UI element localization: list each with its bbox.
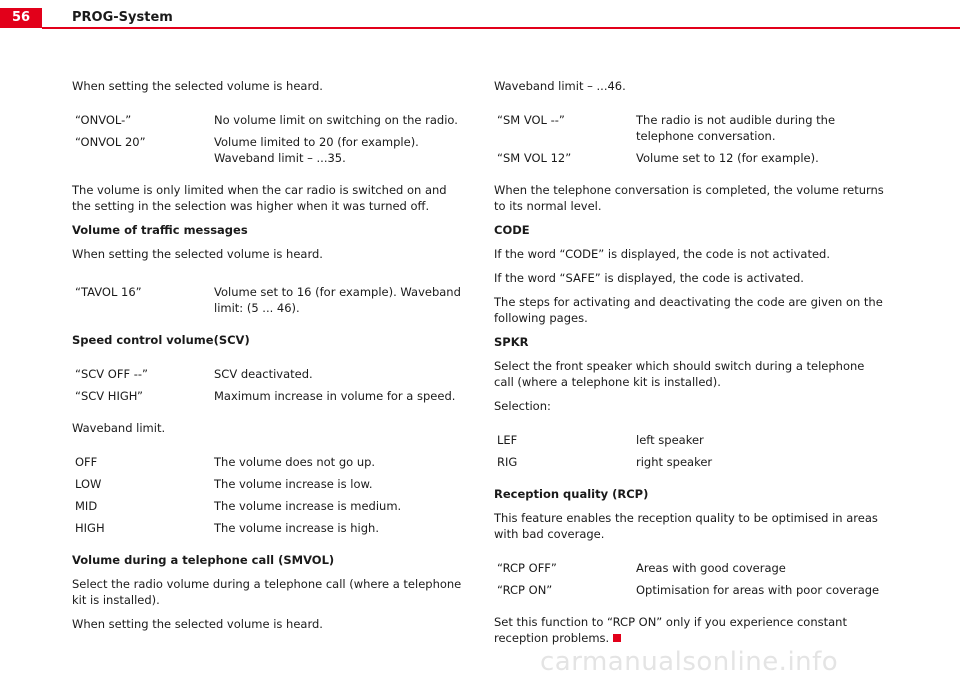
table-key: “SM VOL 12” bbox=[497, 151, 572, 165]
paragraph: When setting the selected volume is heard. bbox=[72, 617, 323, 631]
paragraph: The volume is only limited when the car radio is switched on and the setting in the selection was higher when it was turned off. bbox=[72, 183, 447, 213]
table-key: RIG bbox=[497, 455, 518, 469]
table-value: The volume increase is medium. bbox=[214, 499, 402, 513]
table-row bbox=[494, 582, 886, 604]
table-value: Maximum increase in volume for a speed. bbox=[214, 389, 456, 403]
table-row bbox=[72, 284, 464, 322]
paragraph: If the word “SAFE” is displayed, the code is activated. bbox=[494, 271, 804, 285]
table-value: The volume increase is high. bbox=[214, 521, 379, 535]
end-of-section-icon bbox=[613, 634, 621, 642]
table-row bbox=[494, 112, 886, 150]
table-row bbox=[72, 454, 464, 476]
page-header bbox=[0, 0, 960, 30]
table-key: OFF bbox=[75, 455, 98, 469]
table-row bbox=[72, 520, 464, 542]
scv-table bbox=[72, 366, 464, 410]
table-value: Volume limited to 20 (for example). Waveband limit – ...35. bbox=[214, 135, 419, 165]
onvol-table bbox=[72, 112, 464, 172]
paragraph: Waveband limit. bbox=[72, 421, 166, 435]
section-heading: Volume during a telephone call (SMVOL) bbox=[72, 553, 335, 567]
table-value: SCV deactivated. bbox=[214, 367, 313, 381]
section-heading: Volume of traffic messages bbox=[72, 223, 248, 237]
table-row bbox=[494, 432, 886, 454]
watermark: carmanualsonline.info bbox=[540, 647, 839, 677]
tavol-table bbox=[72, 284, 464, 322]
table-value: The volume does not go up. bbox=[214, 455, 376, 469]
table-row bbox=[72, 388, 464, 410]
table-value: The volume increase is low. bbox=[214, 477, 373, 491]
table-row bbox=[72, 476, 464, 498]
speaker-table bbox=[494, 432, 886, 476]
paragraph: Selection: bbox=[494, 399, 551, 413]
table-key: LEF bbox=[497, 433, 518, 447]
table-key: “ONVOL-” bbox=[75, 113, 132, 127]
paragraph-end bbox=[494, 614, 886, 646]
table-key: “RCP OFF” bbox=[497, 561, 557, 575]
waveband-table bbox=[72, 454, 464, 542]
table-row bbox=[494, 454, 886, 476]
table-value: The radio is not audible during the telephone conversation. bbox=[636, 113, 836, 143]
section-heading: SPKR bbox=[494, 335, 529, 349]
table-value: Areas with good coverage bbox=[636, 561, 786, 575]
paragraph: When setting the selected volume is heard. bbox=[72, 247, 323, 261]
table-value: No volume limit on switching on the radio. bbox=[214, 113, 458, 127]
table-key: “ONVOL 20” bbox=[75, 135, 146, 149]
header-rule bbox=[42, 27, 960, 29]
section-heading: Speed control volume(SCV) bbox=[72, 333, 250, 347]
table-value: right speaker bbox=[636, 455, 713, 469]
left-column bbox=[72, 78, 464, 640]
paragraph: This feature enables the reception quality to be optimised in areas with bad coverage. bbox=[494, 511, 878, 541]
table-key: “SCV OFF --” bbox=[75, 367, 149, 381]
paragraph: Select the front speaker which should switch during a telephone call (where a telephone kit is installed). bbox=[494, 359, 865, 389]
table-key: “SCV HIGH” bbox=[75, 389, 144, 403]
table-value: Volume set to 12 (for example). bbox=[636, 151, 819, 165]
paragraph: When the telephone conversation is completed, the volume returns to its normal level. bbox=[494, 183, 884, 213]
table-row bbox=[72, 112, 464, 134]
table-key: “TAVOL 16” bbox=[75, 285, 142, 299]
section-heading: CODE bbox=[494, 223, 530, 237]
table-value: left speaker bbox=[636, 433, 704, 447]
page-number: 56 bbox=[0, 8, 42, 28]
table-key: “RCP ON” bbox=[497, 583, 553, 597]
section-heading: Reception quality (RCP) bbox=[494, 487, 649, 501]
table-key: LOW bbox=[75, 477, 102, 491]
table-row bbox=[72, 366, 464, 388]
table-row bbox=[72, 134, 464, 172]
right-column bbox=[494, 78, 886, 654]
table-key: “SM VOL --” bbox=[497, 113, 565, 127]
rcp-table bbox=[494, 560, 886, 604]
paragraph: Set this function to “RCP ON” only if you experience constant reception problems. bbox=[494, 615, 847, 645]
table-value: Optimisation for areas with poor coverage bbox=[636, 583, 880, 597]
table-row bbox=[494, 560, 886, 582]
paragraph: If the word “CODE” is displayed, the code is not activated. bbox=[494, 247, 830, 261]
page-title: PROG-System bbox=[72, 10, 173, 25]
paragraph: The steps for activating and deactivating the code are given on the following pages. bbox=[494, 295, 883, 325]
smvol-table bbox=[494, 112, 886, 172]
table-row bbox=[494, 150, 886, 172]
paragraph: Waveband limit – ...46. bbox=[494, 79, 626, 93]
paragraph: When setting the selected volume is heard. bbox=[72, 79, 323, 93]
table-value: Volume set to 16 (for example). Waveband limit: (5 ... 46). bbox=[214, 285, 461, 315]
table-key: MID bbox=[75, 499, 98, 513]
table-key: HIGH bbox=[75, 521, 105, 535]
table-row bbox=[72, 498, 464, 520]
paragraph: Select the radio volume during a telephone call (where a telephone kit is installed). bbox=[72, 577, 462, 607]
